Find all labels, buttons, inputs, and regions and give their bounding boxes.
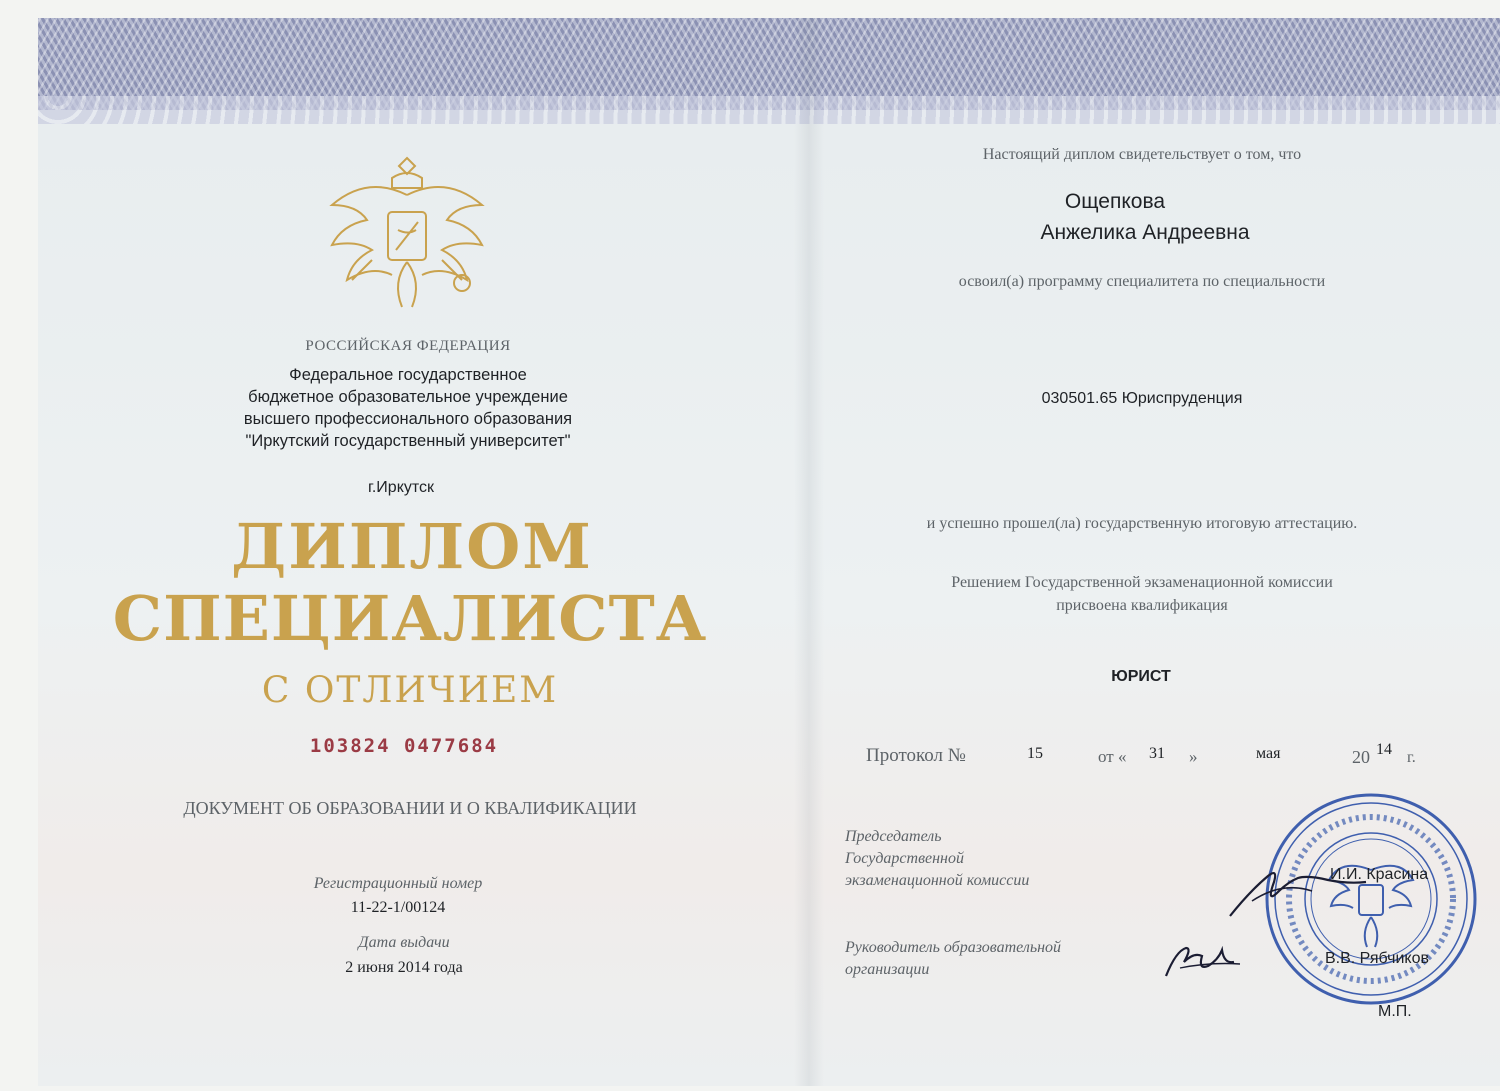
issue-date-label: Дата выдачи [358, 934, 450, 951]
chair-label-2: Государственной [845, 850, 964, 867]
intro-text: Настоящий диплом свидетельствует о том, что [982, 146, 1302, 163]
protocol-day: 31 [1149, 745, 1165, 762]
diploma-title-line-1: ДИПЛОМ [231, 510, 593, 583]
graduate-name: Анжелика Андреевна [1040, 221, 1250, 244]
band-ornament [38, 96, 1500, 124]
protocol-year-suffix: 14 [1376, 741, 1392, 758]
protocol-close-quote: » [1189, 747, 1198, 766]
institution-line-2: бюджетное образовательное учреждение [248, 388, 568, 406]
head-label-2: организации [845, 961, 930, 978]
issue-date: 2 июня 2014 года [345, 959, 463, 976]
protocol-year-prefix: 20 [1352, 747, 1370, 767]
coat-of-arms-icon [322, 150, 492, 320]
registration-label: Регистрационный номер [313, 875, 483, 892]
city: г.Иркутск [367, 479, 435, 496]
distinction-label: С ОТЛИЧИЕМ [261, 670, 559, 711]
institution-line-1: Федеральное государственное [289, 366, 527, 384]
head-label-1: Руководитель образовательной [845, 939, 1062, 956]
country-name: РОССИЙСКАЯ ФЕДЕРАЦИЯ [305, 338, 511, 354]
chair-label-3: экзаменационной комиссии [845, 872, 1030, 889]
protocol-year-g: г. [1407, 749, 1416, 766]
registration-number: 11-22-1/00124 [350, 899, 446, 916]
page-fold [794, 18, 824, 1086]
protocol-month: мая [1256, 745, 1281, 762]
decision-line-2: присвоена квалификация [1056, 597, 1228, 614]
institution-line-3: высшего профессионального образования [243, 410, 573, 428]
graduate-surname: Ощепкова [1064, 190, 1166, 213]
head-name: В.В. Рябчиков [1325, 950, 1429, 967]
decision-line-1: Решением Государственной экзаменационной комиссии [951, 574, 1333, 591]
attestation-text: и успешно прошел(ла) государственную итоговую аттестацию. [926, 515, 1358, 532]
serial-number: 103824 0477684 [309, 735, 499, 757]
seal-label: М.П. [1378, 1003, 1412, 1020]
qualification: ЮРИСТ [1111, 668, 1171, 685]
chair-label-1: Председатель [845, 828, 942, 845]
document-type: ДОКУМЕНТ ОБ ОБРАЗОВАНИИ И О КВАЛИФИКАЦИИ [183, 798, 637, 818]
protocol-label: Протокол № [866, 745, 966, 766]
head-signature [1160, 938, 1260, 988]
chair-signature [1222, 846, 1372, 926]
diploma-title-line-2: СПЕЦИАЛИСТА [112, 582, 708, 655]
program-text: освоил(а) программу специалитета по специальности [958, 273, 1326, 290]
specialty: 030501.65 Юриспруденция [1041, 390, 1243, 407]
protocol-from: от « [1098, 747, 1127, 766]
protocol-number: 15 [1027, 745, 1043, 762]
chair-name: И.И. Красина [1330, 866, 1429, 883]
institution-line-4: "Иркутский государственный университет" [245, 432, 571, 450]
